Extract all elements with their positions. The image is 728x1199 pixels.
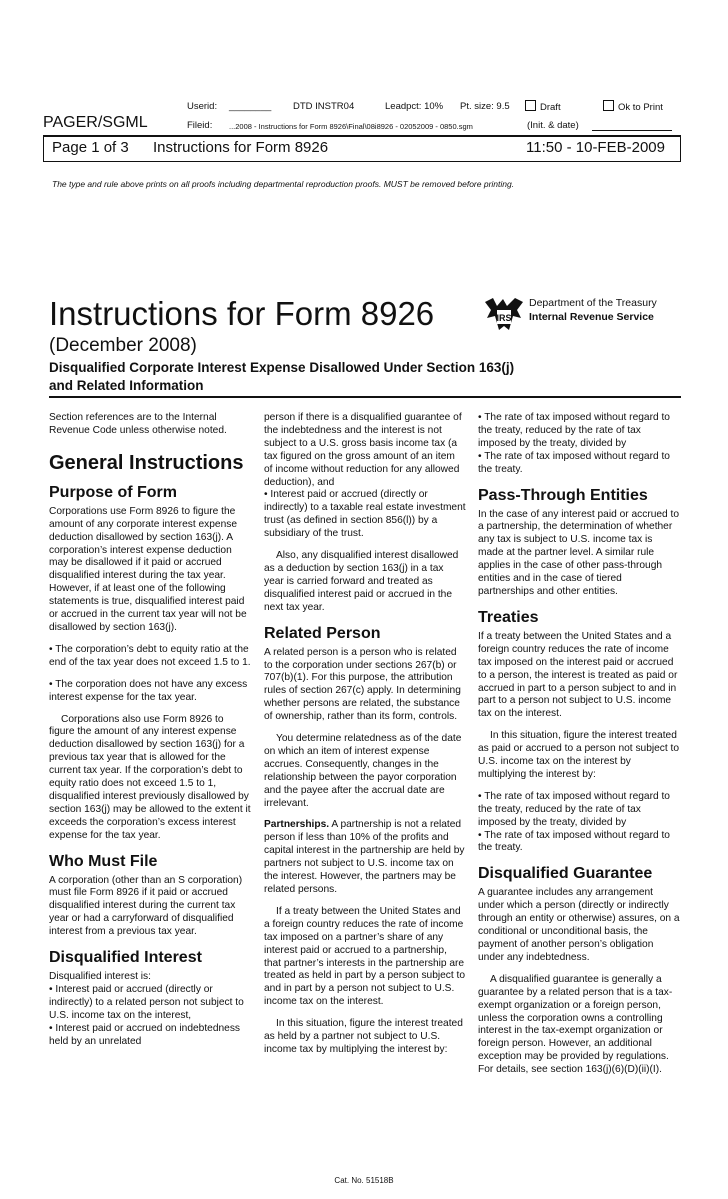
draft-checkbox[interactable] bbox=[525, 100, 561, 113]
fileid-label: Fileid: bbox=[187, 120, 213, 131]
agency-line2: Internal Revenue Service bbox=[529, 311, 654, 323]
ok-label: Ok to Print bbox=[618, 102, 663, 113]
heading-purpose: Purpose of Form bbox=[49, 483, 178, 501]
heading-treaties: Treaties bbox=[478, 608, 539, 626]
also-use-text: Corporations also use Form 8926 to figure the amount of any interest expense deduction disallowed by section 163(j) for a previous tax year that is allowed for the current tax year. If the corporation’s debt to equity ratio does not exceed 1.5 to 1, disqualified interest previously disallowed by section 163(j) may be allowed to the extent it exceeds the corporation’s excess interest expense for the tax year. bbox=[49, 713, 251, 841]
intro-text: Section references are to the Internal Revenue Code unless otherwise noted. bbox=[49, 412, 227, 436]
leadpct-label: Leadpct: 10% bbox=[385, 101, 444, 112]
bullet-unrelated: • Interest paid or accrued on indebtedness held by an unrelated bbox=[49, 1022, 241, 1047]
userid-label: Userid: bbox=[187, 101, 218, 112]
revision-date: (December 2008) bbox=[49, 335, 197, 356]
subtitle-line2: and Related Information bbox=[49, 378, 204, 393]
heading-pass-through: Pass-Through Entities bbox=[478, 486, 648, 504]
page-number: Page 1 of 3 bbox=[52, 139, 129, 156]
irs-eagle-logo bbox=[483, 296, 525, 334]
ok-to-print-checkbox[interactable] bbox=[603, 100, 663, 113]
col2-continued-text: person if there is a disqualified guarantee of the indebtedness and the interest is not subject to a U.S. gross basis income tax (a tax figured on the gross amount of an item of income without reduction for any allowed deduction), and bbox=[264, 412, 462, 488]
guarantee-text: A guarantee includes any arrangement under which a person (directly or indirectly through an entity or otherwise) assures, on a conditional or unconditional basis, the payment of another person’s obligation under any indebtedness. bbox=[478, 887, 680, 963]
proof-rule bbox=[43, 135, 681, 137]
treaties-text: If a treaty between the United States and a foreign country reduces the rate of income tax imposed on the interest paid or accrued to a person, the interest is treated as paid or accrued in part to a person subject to and in part to a person not subject to U.S. income tax on the interest. bbox=[478, 630, 678, 720]
heading-general-instructions: General Instructions bbox=[49, 451, 244, 474]
carryforward-text: Also, any disqualified interest disallowed as a deduction by section 163(j) in a tax year is carried forward and treated as disqualified interest paid or accrued in the next tax year. bbox=[264, 550, 459, 613]
form-subtitle bbox=[49, 359, 514, 395]
partnerships-runin: Partnerships. bbox=[264, 819, 330, 831]
bullet-debt-ratio: • The corporation’s debt to equity ratio at the end of the tax year does not exceed 1.5 to 1. bbox=[49, 643, 251, 668]
disqualified-interest-text: Disqualified interest is: bbox=[49, 971, 151, 983]
catalog-number: Cat. No. 51518B bbox=[334, 1176, 394, 1185]
purpose-text: Corporations use Form 8926 to figure the amount of any corporate interest expense deduction disallowed by section 163(j). A corporation’s interest expense deduction may be disallowed if it paid or accrued disqualified interest during the tax year. However, if at least one of the following statements is true, disqualified interest paid or accrued in the current tax year will not be disallowed by section 163(j). bbox=[49, 505, 247, 633]
doc-name: Instructions for Form 8926 bbox=[153, 139, 329, 156]
heading-who-must-file: Who Must File bbox=[49, 852, 158, 870]
bullet-rate-without: • The rate of tax imposed without regard to the treaty. bbox=[478, 450, 670, 475]
proof-rule-bottom bbox=[43, 161, 681, 162]
title-rule bbox=[49, 396, 681, 398]
svg-text:IRS: IRS bbox=[496, 313, 512, 323]
bullet-reit: • Interest paid or accrued (directly or indirectly) to a taxable real estate investment trust (as defined in section 856(l)) by a subsidiary of the trust. bbox=[264, 489, 466, 540]
ptsize-label: Pt. size: 9.5 bbox=[460, 101, 510, 112]
init-date-line bbox=[592, 130, 672, 131]
related-person-text: A related person is a person who is related to the corporation under sections 267(b) or 707(b)(1). For this purpose, the attribution rules of section 267(c) apply. In determining whether persons are related, the substance of ownership, rather than its form, controls. bbox=[264, 646, 461, 723]
relatedness-text: You determine relatedness as of the date on which an item of interest expense accrues. Consequently, changes in the relationship between the payor corporation and the payee after the accrual date are irrelevant. bbox=[264, 733, 462, 809]
column-3 bbox=[478, 412, 680, 1086]
who-must-file-text: A corporation (other than an S corporation) must file Form 8926 if it paid or accrued disqualified interest during the current tax year or had a carryforward of disqualified interest from a previous tax year. bbox=[49, 874, 243, 938]
bullet-rate-without-2: • The rate of tax imposed without regard to the treaty. bbox=[478, 829, 670, 854]
treaty-partner-text: If a treaty between the United States and a foreign country reduces the rate of income tax imposed on a partner’s share of any interest paid or accrued to a partnership, that partner’s interests in the partnership are treated as held in part by a person subject to and in part by a person not subject to U.S. income tax on the interest. bbox=[264, 905, 466, 1008]
page-title: Instructions for Form 8926 bbox=[49, 295, 435, 332]
checkbox-icon bbox=[525, 100, 536, 111]
heading-disqualified-interest: Disqualified Interest bbox=[49, 949, 202, 967]
partnerships-text: A partnership is not a related person if less than 10% of the profits and capital interest in the partnership are held by partners not subject to U.S. income tax on the interest. However, the partners may be related persons. bbox=[264, 819, 465, 895]
proof-note: The type and rule above prints on all proofs including departmental reproduction proofs. MUST be removed before printing. bbox=[52, 179, 515, 189]
pager-label: PAGER/SGML bbox=[43, 114, 148, 131]
pass-through-text: In the case of any interest paid or accrued to a partnership, the determination of whether any tax is subject to U.S. income tax is made at the partner level. A similar rule applies in the case of other pass-through entities and in the case of tiered partnerships and other entities. bbox=[478, 508, 680, 597]
disqualified-guarantee-text: A disqualified guarantee is generally a guarantee by a related person that is a tax-exempt organization or a foreign person, unless the corporation owns a controlling interest in the tax-exempt organization or foreign person. However, an additional exception may be provided by regulations. For details, see section 163(j)(6)(D)(ii)(I). bbox=[478, 973, 673, 1076]
dtd-label: DTD INSTR04 bbox=[293, 101, 355, 112]
checkbox-icon bbox=[603, 100, 614, 111]
heading-disqualified-guarantee: Disqualified Guarantee bbox=[478, 865, 653, 883]
partnerships-paragraph bbox=[264, 819, 466, 896]
agency-line1: Department of the Treasury bbox=[529, 297, 657, 309]
proof-rule-right bbox=[680, 135, 681, 161]
column-2 bbox=[264, 412, 466, 1066]
draft-label: Draft bbox=[540, 102, 561, 113]
fileid-value: ...2008 - Instructions for Form 8926\Final\08i8926 - 02052009 - 0850.sgm bbox=[229, 122, 473, 131]
bullet-rate-reduced-2: • The rate of tax imposed without regard to the treaty, reduced by the rate of tax imposed by the treaty, divided by bbox=[478, 790, 670, 828]
bullet-no-excess: • The corporation does not have any excess interest expense for the tax year. bbox=[49, 678, 248, 703]
heading-related-person: Related Person bbox=[264, 624, 381, 642]
situation-treaty-text: In this situation, figure the interest treated as paid or accrued to a person not subject to U.S. income tax on the interest by multiplying the interest by: bbox=[478, 730, 680, 780]
bullet-related-person: • Interest paid or accrued (directly or indirectly) to a related person not subject to U.S. income tax on the interest, bbox=[49, 984, 244, 1021]
subtitle-line1: Disqualified Corporate Interest Expense Disallowed Under Section 163(j) bbox=[49, 360, 515, 375]
proof-rule-left bbox=[43, 135, 44, 161]
bullet-rate-reduced: • The rate of tax imposed without regard to the treaty, reduced by the rate of tax imposed by the treaty, divided by bbox=[478, 412, 670, 449]
init-date-label: (Init. & date) bbox=[527, 120, 579, 131]
situation-partner-text: In this situation, figure the interest treated as held by a partner not subject to U.S. income tax by multiplying the interest by: bbox=[264, 1018, 463, 1055]
timestamp: 11:50 - 10-FEB-2009 bbox=[526, 139, 665, 156]
column-1 bbox=[49, 412, 251, 1058]
userid-value: ________ bbox=[229, 101, 272, 112]
